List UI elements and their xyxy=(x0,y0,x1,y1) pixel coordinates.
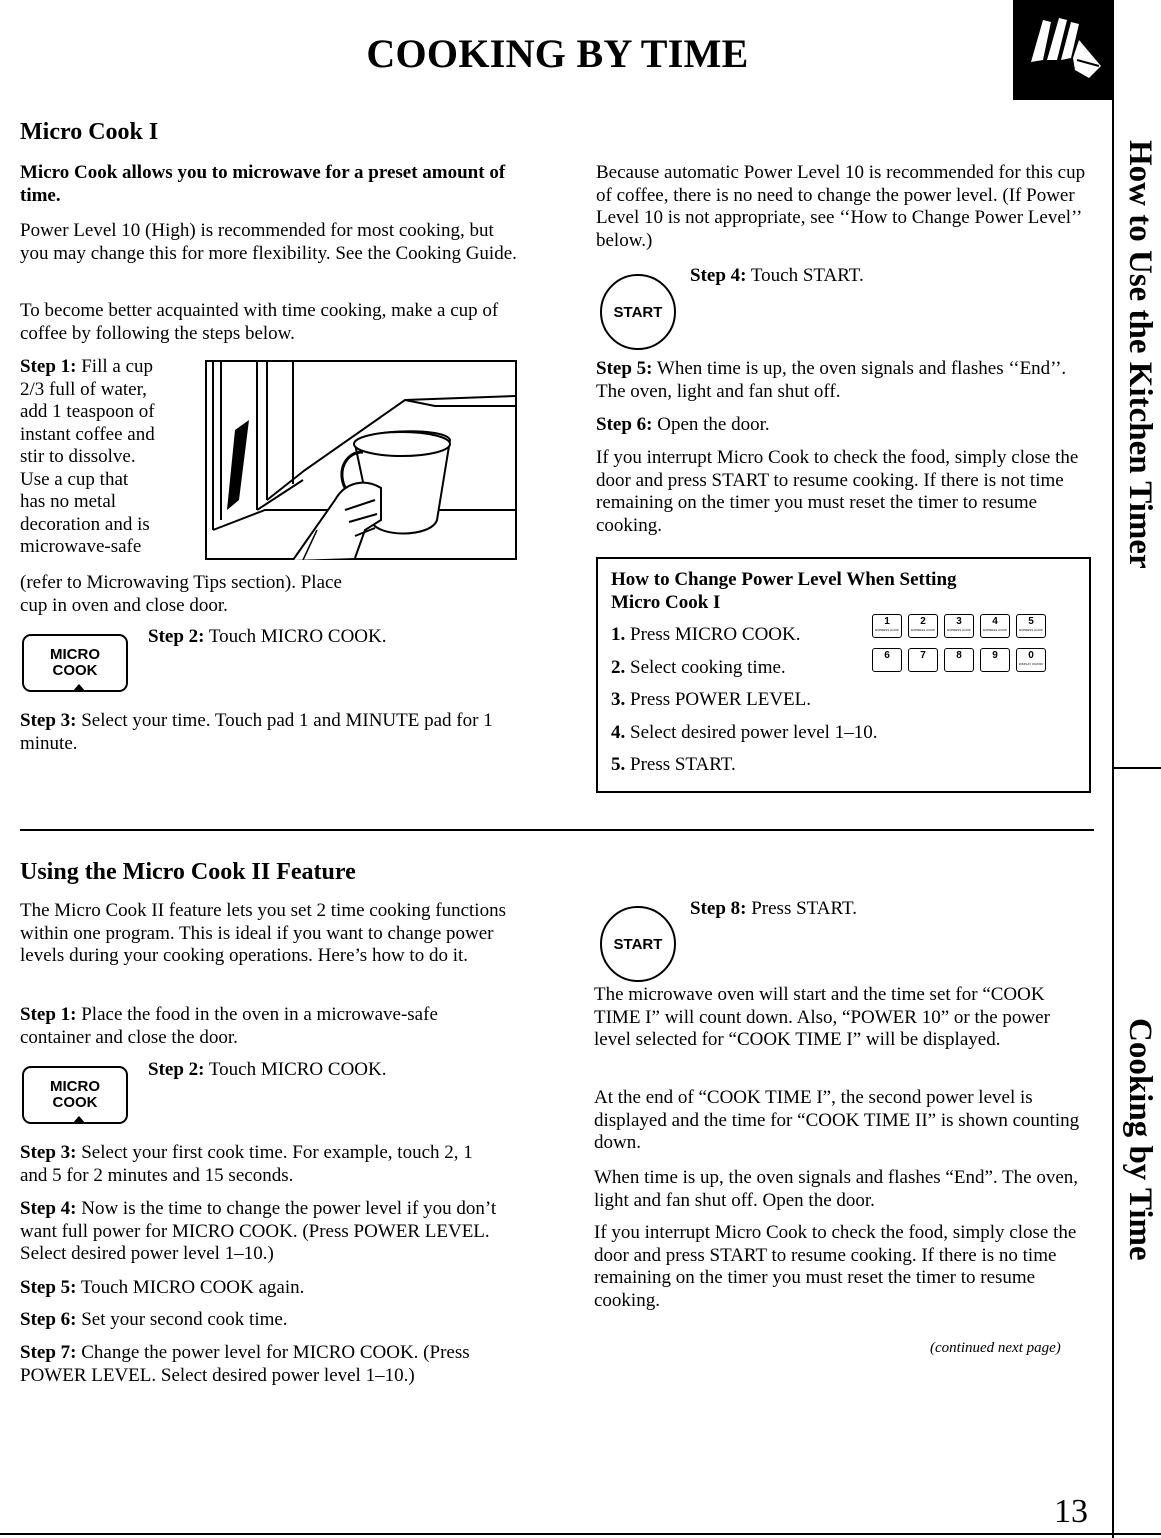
key-number: 3 xyxy=(956,616,962,627)
mc1-step6 xyxy=(596,414,1086,437)
mc1-step5 xyxy=(596,358,1096,403)
item-num: 5. xyxy=(611,754,626,775)
step-label: Step 3: xyxy=(20,710,77,731)
step-text: Touch MICRO COOK. xyxy=(208,626,387,647)
continued-note: (continued next page) xyxy=(930,1340,1061,1356)
key-6 xyxy=(872,648,902,672)
key-4 xyxy=(980,614,1010,638)
item-num: 4. xyxy=(611,722,626,743)
step-label: Step 2: xyxy=(148,626,205,647)
step-text: Select your time. Touch pad 1 and MINUTE pad for 1 minute. xyxy=(20,710,493,754)
step-text: Touch MICRO COOK again. xyxy=(80,1277,305,1298)
step1-line: decoration and is xyxy=(20,513,150,535)
box-heading-line1: How to Change Power Level When Setting xyxy=(611,569,957,590)
key-0 xyxy=(1016,648,1046,672)
mc1-step3 xyxy=(20,710,520,755)
hand-pointer-icon xyxy=(1013,0,1113,100)
step1-line: 2/3 full of water, xyxy=(20,378,147,400)
box-heading xyxy=(611,569,1071,614)
side-tab-border xyxy=(1112,0,1114,1538)
step-text: When time is up, the oven signals and flashes ‘‘End’’. The oven, light and fan shut off. xyxy=(596,358,1067,402)
mc2-step1 xyxy=(20,1004,500,1049)
step-text: Press START. xyxy=(751,898,857,919)
mc2-step3 xyxy=(20,1142,500,1187)
mc2-intro: The Micro Cook II feature lets you set 2 time cooking functions within one program. This is ideal if you want to change power levels during your cooking operations. Here’s how to do it. xyxy=(20,900,506,966)
key-sublabel: EXPRESS COOK xyxy=(875,628,899,632)
box-item xyxy=(611,657,786,680)
step-text: Touch MICRO COOK. xyxy=(208,1059,387,1080)
item-num: 1. xyxy=(611,624,626,645)
box-heading-line2: Micro Cook I xyxy=(611,591,721,613)
mc2-right-paragraph-2: At the end of “COOK TIME I”, the second power level is displayed and the time for “COOK TIME II” is shown counting down. xyxy=(594,1087,1080,1153)
micro-cook-i-heading: Micro Cook I xyxy=(20,119,159,145)
step-label: Step 6: xyxy=(596,414,653,435)
step1-line: microwave-safe xyxy=(20,536,142,557)
key-sublabel: EXPRESS COOK xyxy=(911,628,935,632)
step-label: Step 5: xyxy=(20,1277,77,1298)
key-number: 2 xyxy=(920,616,926,627)
micro-cook-pad-icon xyxy=(22,1066,128,1124)
step-text: Place the food in the oven in a microwave-safe container and close the door. xyxy=(20,1004,438,1048)
mc2-step2 xyxy=(148,1059,468,1082)
box-item xyxy=(611,754,736,777)
pad-label-line1: MICRO xyxy=(50,646,100,663)
side-tab-title-top: How to Use the Kitchen Timer xyxy=(1122,140,1158,569)
micro-cook-pad-icon xyxy=(22,634,128,692)
mc2-step5 xyxy=(20,1277,500,1300)
mc2-right-paragraph-1: The microwave oven will start and the time set for “COOK TIME I” will count down. Also, “POWER 10” or the power level selected for “COOK TIME I” will be displayed. xyxy=(594,984,1050,1050)
pad-label-line1: MICRO xyxy=(50,1078,100,1095)
step-label: Step 3: xyxy=(20,1142,77,1163)
start-pad-icon: START xyxy=(600,274,676,350)
step1-line: instant coffee and xyxy=(20,423,155,445)
item-num: 2. xyxy=(611,657,626,678)
mc2-step7 xyxy=(20,1342,470,1387)
item-text: Select desired power level 1–10. xyxy=(630,722,878,743)
step-label: Step 4: xyxy=(20,1198,77,1219)
key-8 xyxy=(944,648,974,672)
step-label: Step 1: xyxy=(20,356,77,377)
coffee-cup-illustration xyxy=(205,360,517,560)
key-9 xyxy=(980,648,1010,672)
key-3 xyxy=(944,614,974,638)
box-item xyxy=(611,722,877,745)
key-sublabel: EXPRESS COOK xyxy=(1019,628,1043,632)
key-2 xyxy=(908,614,938,638)
box-item xyxy=(611,624,801,647)
step-label: Step 2: xyxy=(148,1059,205,1080)
step1-line: Fill a cup xyxy=(81,356,154,377)
key-1 xyxy=(872,614,902,638)
mc1-step2 xyxy=(148,626,468,649)
mc2-step6 xyxy=(20,1309,500,1332)
mc2-step8 xyxy=(690,898,990,921)
step-label: Step 5: xyxy=(596,358,653,379)
key-number: 9 xyxy=(992,650,998,661)
step1-line: has no metal xyxy=(20,491,117,512)
item-text: Press START. xyxy=(630,754,736,775)
step-text: Touch START. xyxy=(750,265,864,286)
mc2-right-paragraph-3: When time is up, the oven signals and flashes “End”. The oven, light and fan shut off. Open the door. xyxy=(594,1167,1079,1211)
key-5 xyxy=(1016,614,1046,638)
key-sublabel: DISPLAY ON/OFF xyxy=(1018,662,1044,666)
mc1-paragraph-2: To become better acquainted with time cooking, make a cup of coffee by following the steps below. xyxy=(20,300,499,344)
key-number: 8 xyxy=(956,650,962,661)
step-text: Now is the time to change the power level if you don’t want full power for MICRO COOK. (Press POWER LEVEL. Select desired power level 1–10.) xyxy=(20,1198,497,1264)
step-text: Set your second cook time. xyxy=(81,1309,288,1330)
page-number: 13 xyxy=(1054,1493,1088,1530)
start-pad-icon: START xyxy=(600,906,676,982)
pad-label-line2: COOK xyxy=(52,1094,98,1111)
key-number: 5 xyxy=(1028,616,1034,627)
key-sublabel: EXPRESS COOK xyxy=(947,628,971,632)
key-number: 7 xyxy=(920,650,926,661)
mc2-right-paragraph-4: If you interrupt Micro Cook to check the food, simply close the door and press START to resume cooking. If there is no time remaining on the timer you must reset the timer to resume cooking. xyxy=(594,1222,1077,1311)
item-text: Press POWER LEVEL. xyxy=(630,689,812,710)
key-number: 1 xyxy=(884,616,890,627)
step-text: Select your first cook time. For example, touch 2, 1 and 5 for 2 minutes and 15 seconds. xyxy=(20,1142,473,1186)
mc1-interrupt: If you interrupt Micro Cook to check the food, simply close the door and press START to resume cooking. If there is not time remaining on the timer you must reset the timer to resume cooking. xyxy=(596,447,1079,536)
mc1-step4 xyxy=(690,265,990,288)
step1-line: Use a cup that xyxy=(20,468,129,490)
box-item xyxy=(611,689,811,712)
step-label: Step 1: xyxy=(20,1004,77,1025)
item-text: Press MICRO COOK. xyxy=(630,624,801,645)
mc2-step4 xyxy=(20,1198,520,1266)
step-text: Change the power level for MICRO COOK. (Press POWER LEVEL. Select desired power level 1–10.) xyxy=(20,1342,470,1386)
key-number: 6 xyxy=(884,650,890,661)
item-text: Select cooking time. xyxy=(630,657,786,678)
item-num: 3. xyxy=(611,689,626,710)
page-title: COOKING BY TIME xyxy=(366,31,749,76)
step-label: Step 8: xyxy=(690,898,747,919)
step1-line: add 1 teaspoon of xyxy=(20,401,155,422)
side-tab-title-bottom: Cooking by Time xyxy=(1122,1018,1158,1261)
micro-cook-ii-heading: Using the Micro Cook II Feature xyxy=(20,859,356,885)
mc1-paragraph-1: Power Level 10 (High) is recommended for most cooking, but you may change this for more flexibility. See the Cooking Guide. xyxy=(20,220,517,264)
key-number: 0 xyxy=(1028,650,1034,661)
step1-line: stir to dissolve. xyxy=(20,446,136,467)
key-sublabel: EXPRESS COOK xyxy=(983,628,1007,632)
step-text: Open the door. xyxy=(657,414,770,435)
key-7 xyxy=(908,648,938,672)
pad-label-line2: COOK xyxy=(52,662,98,679)
step-label: Step 4: xyxy=(690,265,747,286)
side-tab-divider xyxy=(1113,767,1161,769)
mc1-intro: Micro Cook allows you to microwave for a preset amount of time. xyxy=(20,162,506,206)
mc1-right-paragraph: Because automatic Power Level 10 is recommended for this cup of coffee, there is no need to change the power level. (If Power Level 10 is not appropriate, see ‘‘How to Change Power Level’’ below.) xyxy=(596,162,1086,251)
mc1-step1 xyxy=(20,356,190,559)
key-number: 4 xyxy=(992,616,998,627)
mc1-step1-tail: (refer to Microwaving Tips section). Place cup in oven and close door. xyxy=(20,572,342,616)
bottom-rule xyxy=(0,1533,1161,1535)
step-label: Step 6: xyxy=(20,1309,77,1330)
section-divider xyxy=(20,829,1094,831)
step-label: Step 7: xyxy=(20,1342,77,1363)
